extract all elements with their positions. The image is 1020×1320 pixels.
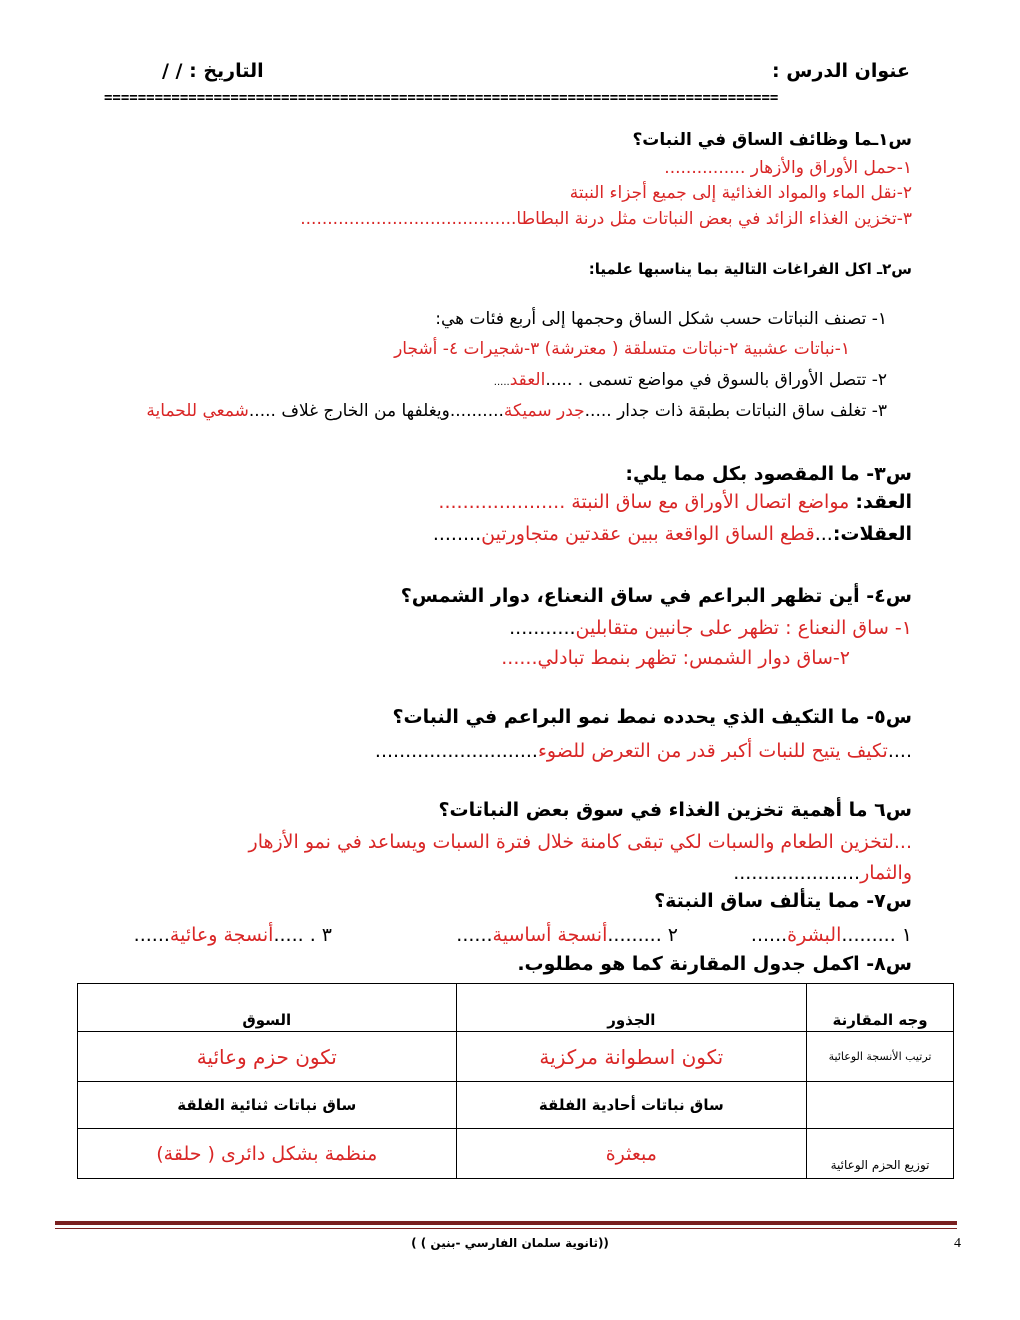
q7-part-3-text: أنسجة وعائية [169,924,274,946]
q2-item-3 [146,401,887,421]
q7-part-1-num: ١ ......... [841,924,912,946]
q3-node-answer: مواضع اتصال الأوراق مع ساق النبتة ..................... [438,491,856,513]
header-stems: السوق [78,984,457,1032]
q7-part-3-dots: ...... [133,924,170,946]
comparison-table [77,983,954,1179]
q7-part-2-text: أنسجة أساسية [492,924,608,946]
q8-question: س٨- اكمل جدول المقارنة كما هو مطلوب. [517,953,912,975]
q4-answer-1-text: ١- ساق النعناع : تظهر على جانبين متقابلين [575,617,912,639]
q1-question: س١ـما وظائف الساق في النبات؟ [632,130,912,150]
header-roots: الجذور [456,984,807,1032]
q5-answer-text: تكيف يتيح للنبات أكبر قدر من التعرض للضوء [537,740,888,762]
footer-school-name: ((ثانوية سلمان الفارسي -بنين ) ) [411,1236,609,1250]
q7-part-2-num: ٢ ......... [607,924,678,946]
q5-answer-prefix: .... [887,740,912,762]
q5-question: س٥- ما التكيف الذي يحدده نمط نمو البراعم في النبات؟ [392,706,912,728]
q4-answer-1 [509,617,912,639]
row3-stems: منظمة بشكل دائرى ( حلقة) [78,1129,457,1179]
table-row [78,1032,954,1082]
q3-internode [433,523,912,545]
q3-internode-answer: قطع الساق الواقعة ببين عقدتين متجاورتين [481,523,815,545]
q2-item-2-dots: ..... [493,377,510,388]
row3-roots: مبعثرة [456,1129,807,1179]
row2-stems: ساق نباتات ثنائية الفلقة [78,1082,457,1129]
q2-item-3-text-a: ٣- تغلف ساق النباتات بطبقة ذات جدار ..... [584,401,887,421]
page-number: 4 [954,1236,961,1251]
table-header-row [78,984,954,1032]
q3-question: س٣- ما المقصود بكل مما يلي: [625,463,912,485]
q4-question: س٤- أين تظهر البراعم في ساق النعناع، دوار الشمس؟ [400,585,912,607]
q4-answer-1-dots: ........... [509,617,576,639]
q2-item-1: ١- تصنف النباتات حسب شكل الساق وحجمها إلى أربع فئات هي: [435,309,887,329]
q2-item-3-answer-b: شمعي للحماية [146,401,249,421]
row2-aspect [807,1082,954,1129]
q6-answer-line-2-dots: ..................... [733,862,861,884]
q2-item-3-answer-a: جدر سميكة [503,401,585,421]
q3-node [438,491,912,513]
date-label: التاريخ : / / [162,60,264,82]
q6-answer-line-1: ...لتخزين الطعام والسبات لكي تبقى كامنة خلال فترة السبات ويساعد في نمو الأزهار [248,831,912,853]
q7-part-2-dots: ...... [456,924,493,946]
q7-part-1 [751,924,912,946]
q4-answer-2: ٢-ساق دوار الشمس: تظهر بنمط تبادلي...... [501,647,850,669]
row1-aspect: ترتيب الأنسجة الوعائية [807,1032,954,1082]
q1-answer-2: ٢-نقل الماء والمواد الغذائية إلى جميع أجزاء النبتة [569,183,912,203]
row2-roots: ساق نباتات أحادية الفلقة [456,1082,807,1129]
q7-part-3-num: ٣ . ..... [273,924,332,946]
q2-item-2-answer: العقد [509,370,546,390]
q6-answer-line-2 [733,862,912,884]
q7-part-1-text: البشرة [787,924,842,946]
q1-answer-3: ٣-تخزين الغذاء الزائد في بعض النباتات مثل درنة البطاطا........................................ [300,209,912,229]
header-separator: ================================================================================ [104,90,779,106]
table-row [78,1082,954,1129]
row1-roots: تكون اسطوانة مركزية [456,1032,807,1082]
q5-answer-dots: ........................... [374,740,538,762]
q2-item-3-text-b: ..........ويغلفها من الخارج غلاف ..... [248,401,504,421]
q7-question: س٧- مما يتألف ساق النبتة؟ [654,890,912,912]
q3-internode-suffix: ........ [432,523,482,545]
footer-rule-thin [55,1228,957,1229]
q7-part-3 [134,924,332,946]
row3-aspect: توزيع الحزم الوعائية [807,1129,954,1179]
header-comparison-aspect: وجه المقارنة [807,984,954,1032]
lesson-title-label: عنوان الدرس : [772,60,910,82]
q2-item-2-text: ٢- تتصل الأوراق بالسوق في مواضع تسمى . ..... [545,370,887,390]
q2-question: س٢ـ اكل الفراغات التالية بما يناسبها علميا: [588,260,912,278]
q3-internode-label: العقلات: [832,523,912,545]
q6-answer-line-2-text: والثمار [860,862,912,884]
footer-rule-thick [55,1221,957,1225]
table-row [78,1129,954,1179]
q2-item-2 [494,370,887,390]
q7-part-2 [456,924,678,946]
row1-stems: تكون حزم وعائية [78,1032,457,1082]
q2-item-1-answer: ١-نباتات عشبية ٢-نباتات متسلقة ( معترشة) ٣-شجيرات ٤- أشجار [394,339,850,359]
q5-answer [375,740,912,762]
q7-part-1-dots: ...... [750,924,788,946]
q1-answer-1: ١-حمل الأوراق والأزهار ............... [664,158,912,178]
q6-question: س٦ ما أهمية تخزين الغذاء في سوق بعض النباتات؟ [438,799,912,821]
q3-node-label: العقد: [855,491,912,513]
q3-internode-prefix: ... [814,523,833,545]
